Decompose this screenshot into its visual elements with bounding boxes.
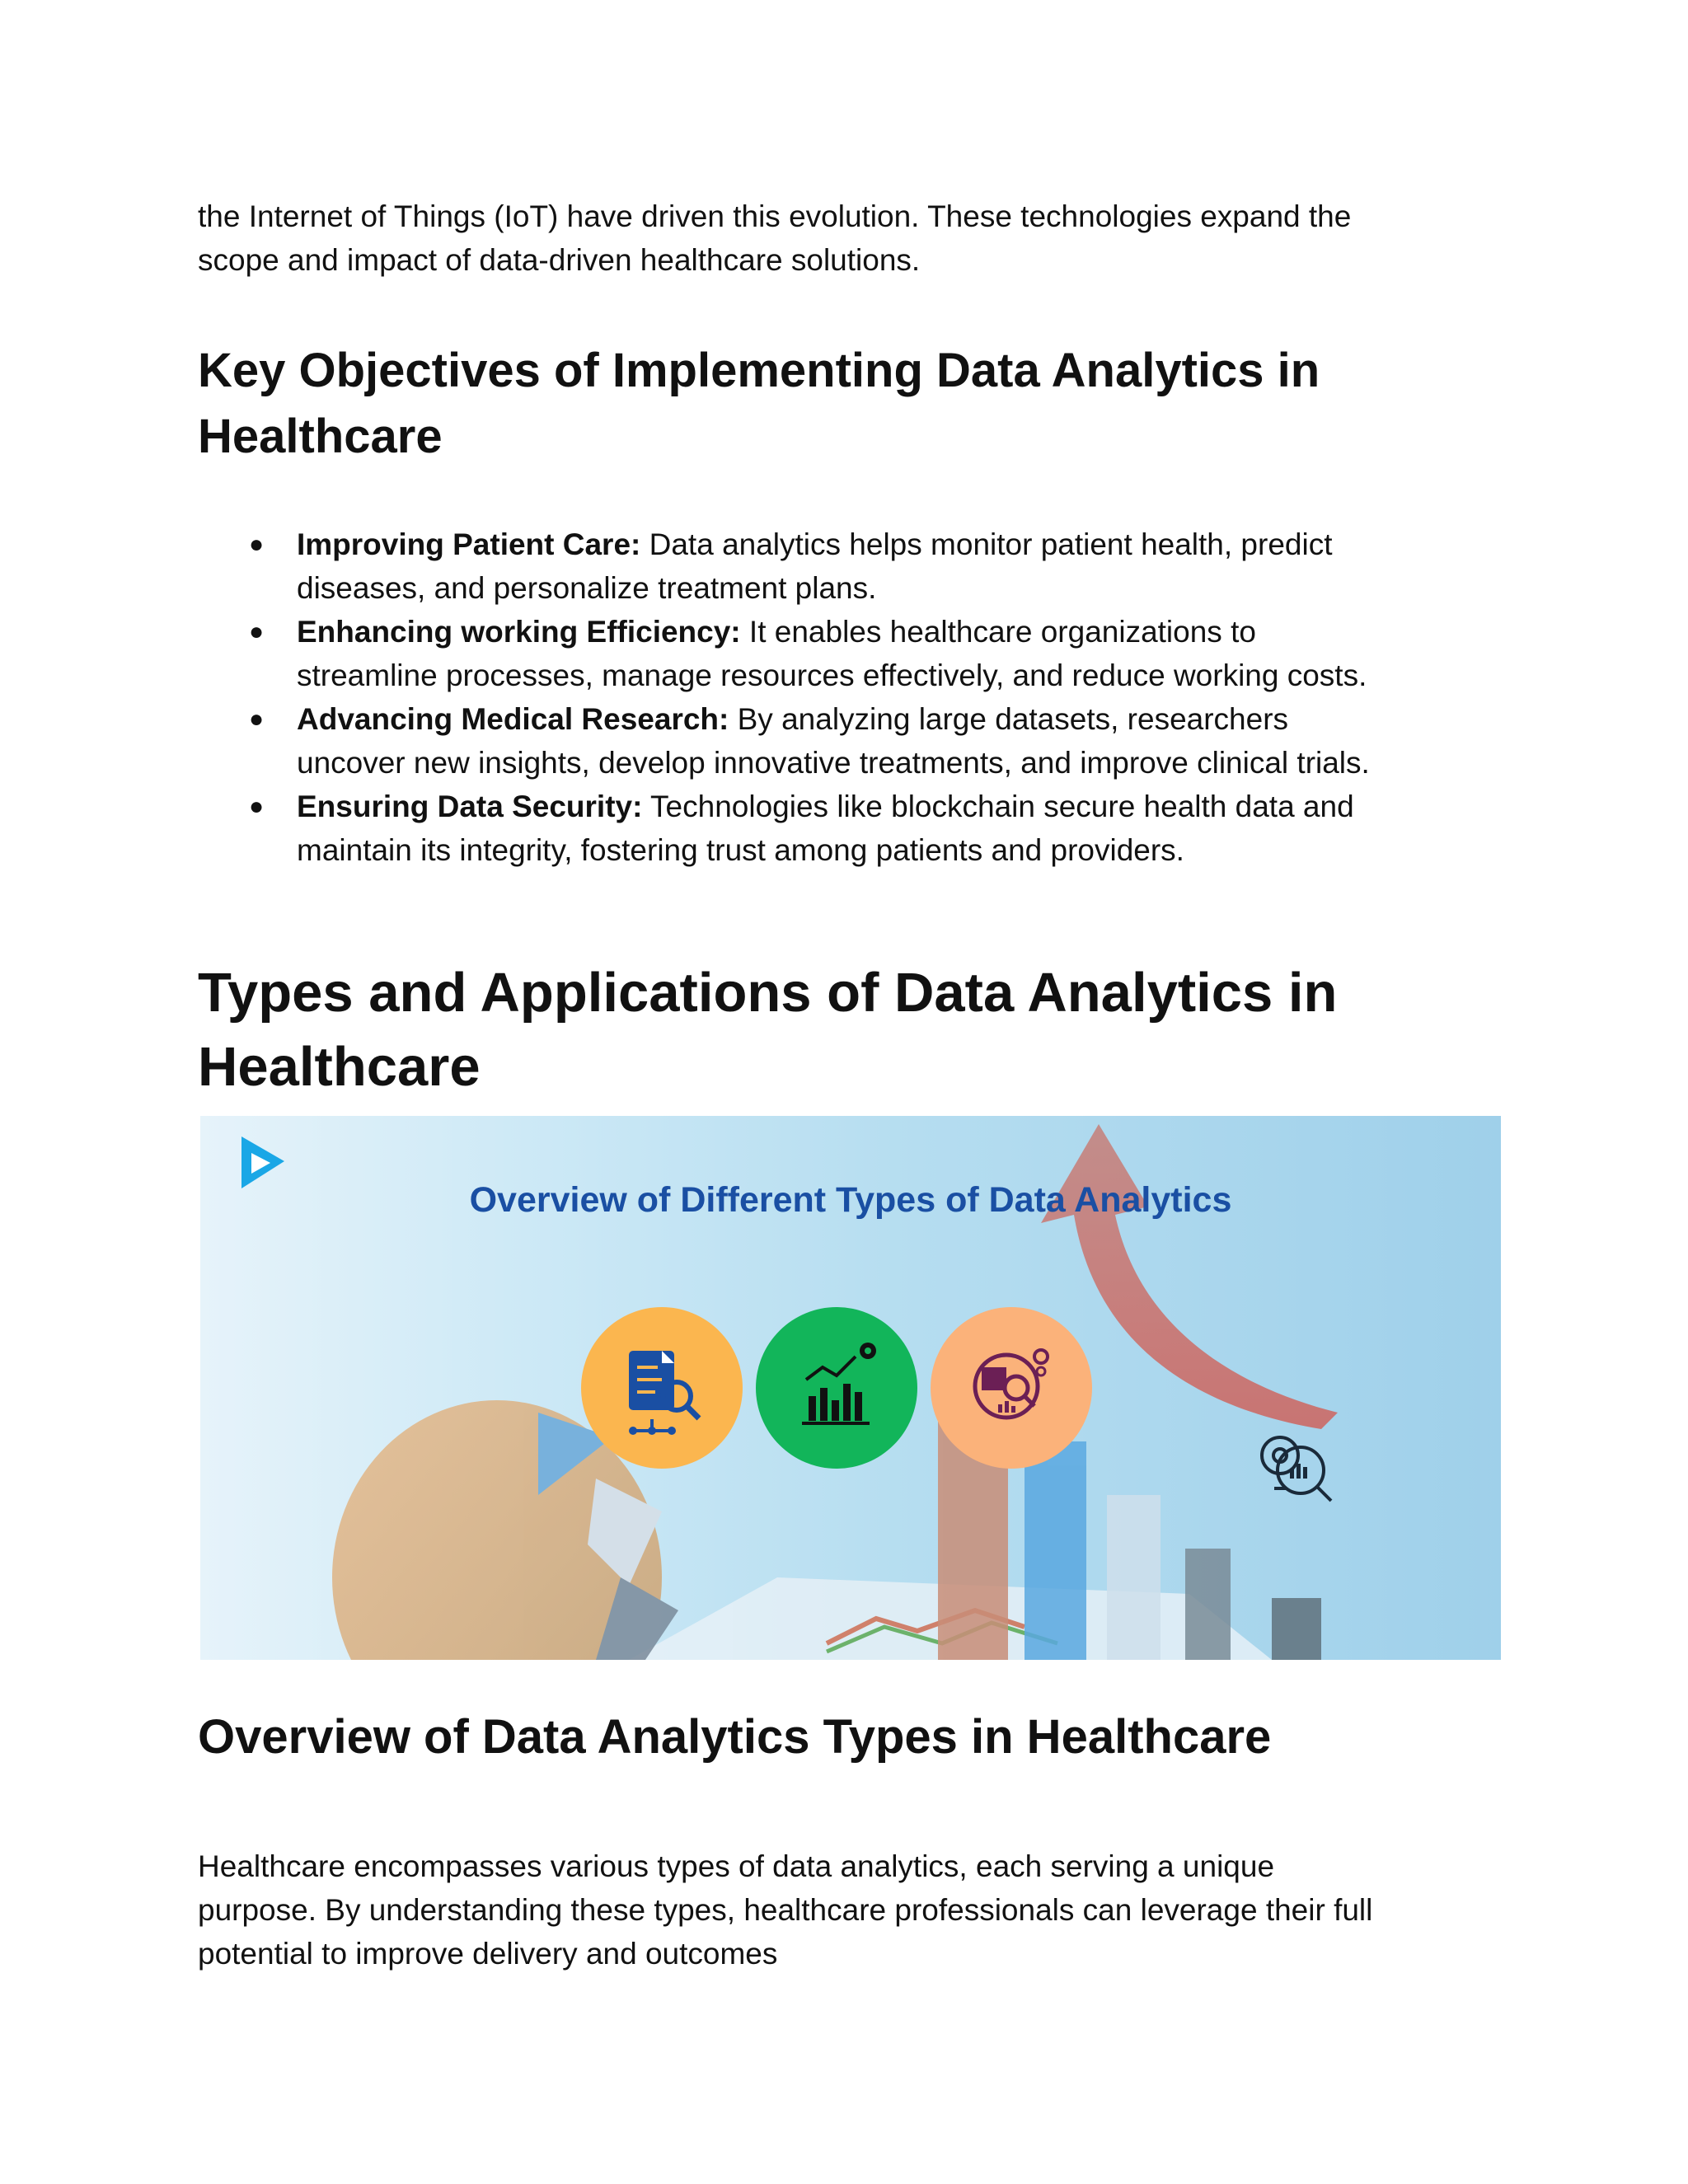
types-heading-line-1: Types and Applications of Data Analytics in [198, 962, 1338, 1024]
bullet-icon: ● [249, 531, 265, 558]
list-item-text: Technologies like blockchain secure health data and [642, 790, 1354, 823]
intro-line-2: scope and impact of data-driven healthcare solutions. [198, 243, 921, 277]
objectives-heading [198, 338, 1500, 470]
overview-line-3: potential to improve delivery and outcomes [198, 1937, 778, 1971]
types-heading [198, 956, 1500, 1104]
analytics-magnifier-icon [931, 1307, 1092, 1469]
intro-line-1: the Internet of Things (IoT) have driven this evolution. These technologies expand the [198, 199, 1352, 233]
overview-paragraph [198, 1844, 1500, 1975]
insight-bulb-icon [1262, 1437, 1331, 1501]
objectives-heading-line-2: Healthcare [198, 410, 443, 463]
list-item-term: Ensuring Data Security: [297, 790, 643, 823]
bullet-icon: ● [249, 618, 265, 645]
objectives-heading-line-1: Key Objectives of Implementing Data Analytics in [198, 344, 1320, 397]
trend-chart-icon [756, 1307, 917, 1469]
bullet-icon: ● [249, 705, 265, 733]
overview-line-1: Healthcare encompasses various types of data analytics, each serving a unique [198, 1849, 1275, 1883]
list-item [198, 785, 1500, 872]
bullet-icon: ● [249, 793, 265, 820]
analytics-banner-image [200, 1116, 1501, 1660]
banner-title: Overview of Different Types of Data Analytics [469, 1180, 1232, 1220]
list-item-text-continued: diseases, and personalize treatment plans. [297, 571, 877, 605]
list-item-text-continued: streamline processes, manage resources effectively, and reduce working costs. [297, 658, 1367, 692]
document-page [198, 194, 1500, 1975]
list-item [198, 610, 1500, 697]
report-search-icon [581, 1307, 743, 1469]
list-item-term: Enhancing working Efficiency: [297, 615, 741, 649]
list-item-term: Advancing Medical Research: [297, 702, 729, 736]
list-item-text: It enables healthcare organizations to [740, 615, 1256, 649]
list-item [198, 697, 1500, 785]
list-item-text-continued: maintain its integrity, fostering trust among patients and providers. [297, 833, 1184, 867]
overview-line-2: purpose. By understanding these types, healthcare professionals can leverage their full [198, 1893, 1373, 1927]
list-item-term: Improving Patient Care: [297, 527, 641, 561]
intro-paragraph [198, 194, 1500, 282]
overview-heading: Overview of Data Analytics Types in Healthcare [198, 1710, 1272, 1764]
list-item-text-continued: uncover new insights, develop innovative treatments, and improve clinical trials. [297, 746, 1370, 780]
objectives-list [198, 523, 1500, 872]
list-item-text: By analyzing large datasets, researchers [729, 702, 1289, 736]
list-item-text: Data analytics helps monitor patient health, predict [640, 527, 1333, 561]
list-item [198, 523, 1500, 610]
types-heading-line-2: Healthcare [198, 1036, 481, 1098]
